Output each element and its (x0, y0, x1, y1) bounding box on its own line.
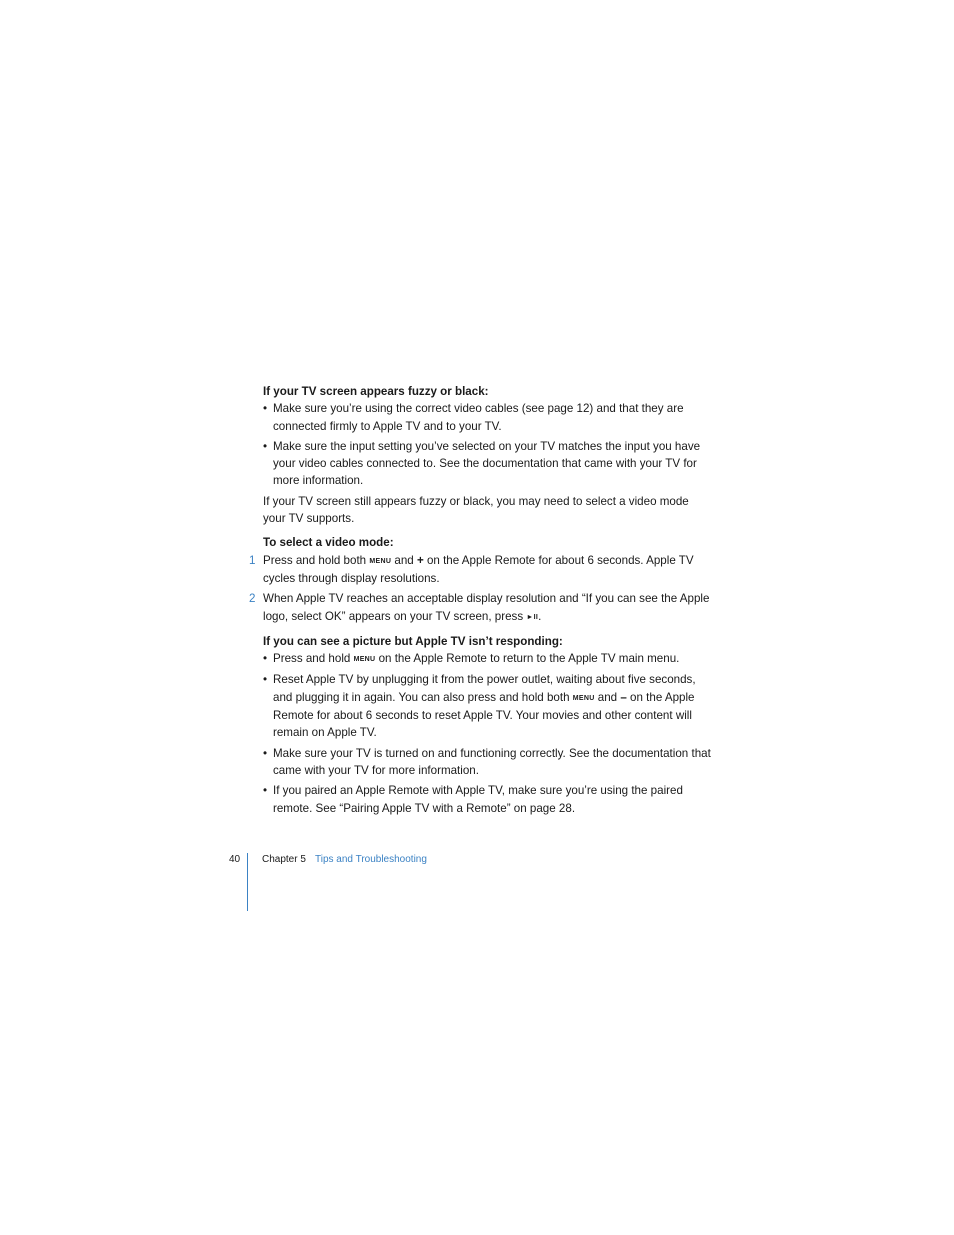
page-number: 40 (229, 854, 241, 865)
fuzzy-screen-bullets (263, 400, 713, 489)
bullet-text: Make sure you’re using the correct video cables (see page 12) and that they are connected firmly to Apple TV and to your TV. (273, 402, 684, 433)
step-text-part: When Apple TV reaches an acceptable display resolution and “If you can see the Apple logo, select OK” appears on your TV screen, press (263, 592, 710, 623)
bullet-glyph: • (263, 652, 268, 666)
bullet-glyph: • (263, 402, 268, 416)
body-paragraph: If your TV screen still appears fuzzy or black, you may need to select a video mode your TV supports. (263, 494, 689, 526)
step-text-part: . (538, 609, 542, 623)
step-item (249, 552, 713, 588)
list-item (263, 782, 713, 817)
not-responding-bullets (263, 650, 713, 817)
step-text-part: on the Apple Remote for about 6 seconds. Apple TV cycles through display resolutions. (263, 553, 694, 585)
chapter-title: Tips and Troubleshooting (315, 854, 427, 865)
bullet-text: on the Apple Remote for about 6 seconds to reset Apple TV. Your movies and other content will remain on Apple TV. (273, 690, 695, 740)
section-heading-fuzzy-screen: If your TV screen appears fuzzy or black: (263, 385, 489, 398)
step-text-part: and (391, 553, 417, 567)
bullet-glyph: • (263, 439, 268, 453)
plus-button-icon: + (416, 553, 424, 567)
list-item (263, 400, 713, 435)
bullet-text: Reset Apple TV by unplugging it from the power outlet, waiting about five seconds, and plugging it in again. You can also press and hold both (273, 673, 696, 704)
list-item (263, 745, 713, 780)
list-item (263, 650, 713, 668)
footer-divider (247, 853, 248, 911)
minus-button-icon: – (620, 690, 627, 704)
menu-button-icon: MENU (572, 694, 595, 702)
bullet-glyph: • (263, 784, 268, 798)
menu-button-icon: MENU (353, 656, 376, 664)
menu-button-icon: MENU (369, 557, 392, 565)
chapter-label: Chapter 5 (262, 854, 306, 865)
bullet-glyph: • (263, 746, 268, 760)
list-item (263, 438, 713, 490)
section-heading-not-responding: If you can see a picture but Apple TV isn’t responding: (263, 634, 563, 648)
page-content (249, 383, 713, 820)
section-heading-video-mode: To select a video mode: (263, 536, 394, 550)
step-number: 2 (249, 592, 256, 606)
step-item (249, 590, 713, 626)
list-item (263, 671, 713, 741)
play-pause-button-icon: ►II (526, 613, 539, 621)
bullet-text: Make sure your TV is turned on and functioning correctly. See the documentation that came with your TV for more information. (273, 746, 711, 777)
bullet-text: If you paired an Apple Remote with Apple TV, make sure you’re using the paired remote. See “Pairing Apple TV with a Remote” on page 28. (273, 784, 683, 815)
video-mode-steps (249, 552, 713, 626)
bullet-glyph: • (263, 673, 268, 687)
step-number: 1 (249, 553, 256, 567)
step-text-part: Press and hold both (263, 553, 370, 567)
bullet-text: and (594, 690, 621, 704)
bullet-text: Press and hold (273, 652, 354, 666)
bullet-text: on the Apple Remote to return to the Apple TV main menu. (375, 652, 680, 666)
bullet-text: Make sure the input setting you’ve selected on your TV matches the input you have your video cables connected to. See the documentation that came with your TV for more information. (273, 439, 701, 488)
